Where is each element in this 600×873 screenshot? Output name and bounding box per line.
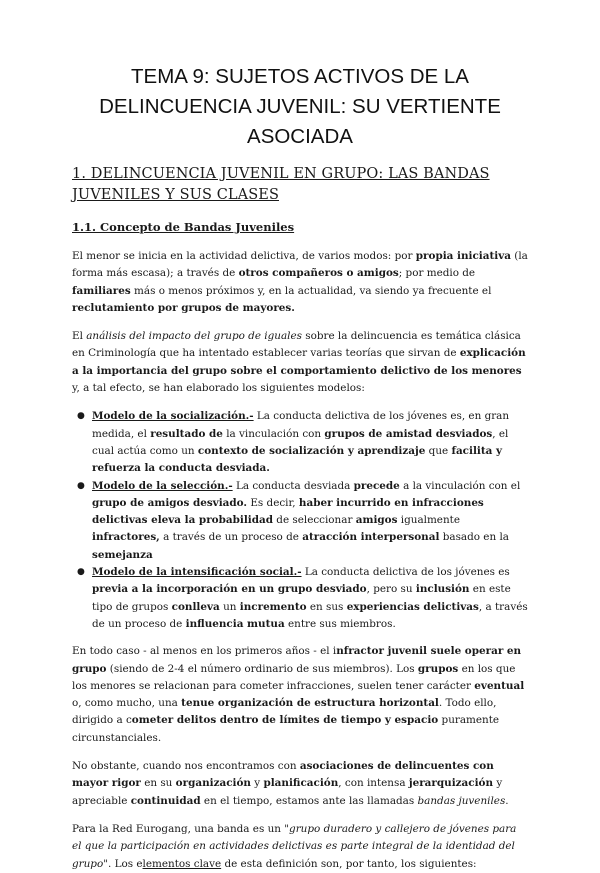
bullet-icon: ● <box>77 567 85 578</box>
document-title: TEMA 9: SUJETOS ACTIVOS DE LA DELINCUENCIA JUVENIL: SU VERTIENTE ASOCIADA <box>99 65 501 148</box>
paragraph-group-operation: En todo caso - al menos en los primeros años - el infractor juvenil suele operar en grupo (siendo de 2-4 el número ordinario de sus miembros). Los grupos en los que los menores se relacionan para cometer infracciones, suelen tener carácter eventual o, como mucho, una tenue organización de estructura horizontal. Todo ello, dirigido a cometer delitos dentro de límites de tiempo y espacio puramente circunstanciales. <box>72 645 525 744</box>
list-item-selection-model: ● Modelo de la selección.- La conducta desviada precede a la vinculación con el grupo de amigos desviado. Es decir, haber incurrido en infracciones delictivas eleva la probabilidad de seleccionar amigos igualmente infractores, a través de un proceso de atracción interpersonal basado en la semejanza <box>77 479 521 561</box>
list-item-intensification-model: ● Modelo de la intensificación social.- La conducta delictiva de los jóvenes es previa a la incorporación en un grupo desviado, pero su inclusión en este tipo de grupos conlleva un incremento en sus experiencias delictivas, a través de un proceso de influencia mutua entre sus miembros. <box>77 566 528 630</box>
paragraph-eurogang-definition: Para la Red Eurogang, una banda es un "grupo duradero y callejero de jóvenes para el que la participación en actividades delictivas es parte integral de la identidad del grupo". Los elementos clave de esta definición son, por tanto, los siguientes: <box>72 822 517 870</box>
list-item-socialization-model: ● Modelo de la socialización.- La conducta delictiva de los jóvenes es, en gran medida, el resultado de la vinculación con grupos de amistad desviados, el cual actúa como un contexto de socialización y aprendizaje que facilita y refuerza la conducta desviada. <box>77 410 510 475</box>
subsection-heading: 1.1. Concepto de Bandas Juveniles <box>72 220 295 234</box>
paragraph-intro: El menor se inicia en la actividad delictiva, de varios modos: por propia iniciativa (la forma más escasa); a través de otros compañeros o amigos; por medio de familiares más o menos próximos y, en la actualidad, va siendo ya frecuente el reclutamiento por grupos de mayores. <box>72 250 528 314</box>
section-heading: 1. DELINCUENCIA JUVENIL EN GRUPO: LAS BANDAS JUVENILES Y SUS CLASES <box>72 166 490 203</box>
models-list <box>72 408 528 633</box>
bullet-icon: ● <box>77 411 85 422</box>
bullet-icon: ● <box>77 480 85 491</box>
paragraph-juvenile-gangs: No obstante, cuando nos encontramos con asociaciones de delincuentes con mayor rigor en su organización y planificación, con intensa jerarquización y apreciable continuidad en el tiempo, estamos ante las llamadas bandas juveniles. <box>72 760 509 807</box>
paragraph-group-impact: El análisis del impacto del grupo de iguales sobre la delincuencia es temática clásica en Criminología que ha intentado establecer varias teorías que sirvan de explicación a la importancia del grupo sobre el comportamiento delictivo de los menores y, a tal efecto, se han elaborado los siguientes modelos: <box>72 330 526 395</box>
